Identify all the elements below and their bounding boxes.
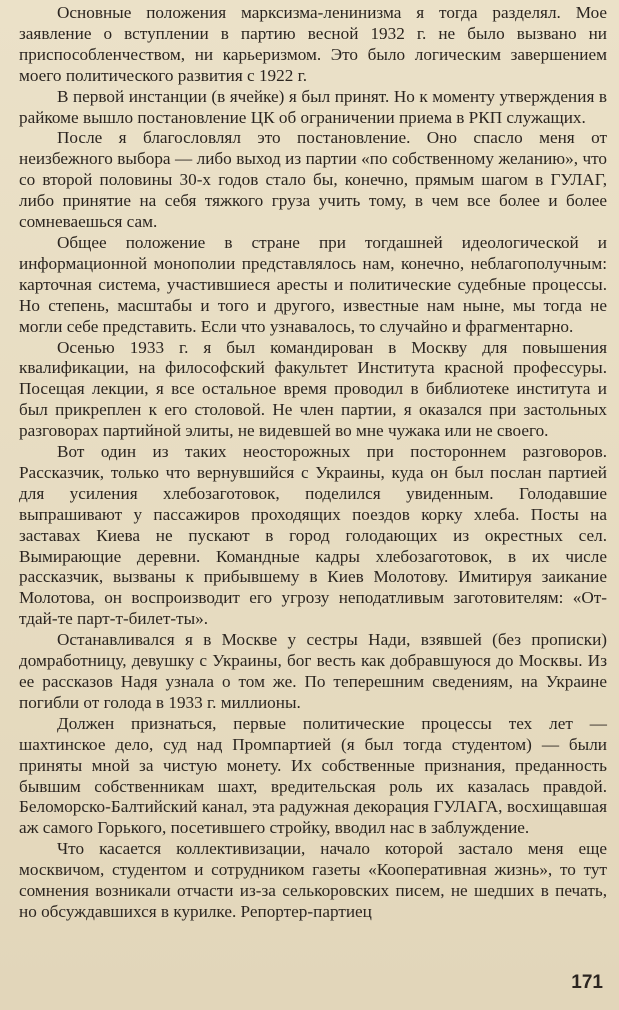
paragraph: Осенью 1933 г. я был командирован в Москву для повышения квалификации, на философский факультет Института красной профессуры. Посещая лекции, я все остальное время проводил в библиотеке института и был прикреплен к его столовой. Не член партии, я оказался при застольных разговорах партийной элиты, не видевшей во мне чужака или не своего. xyxy=(19,337,607,441)
paragraph: После я благословлял это постановление. Оно спасло меня от неизбежного выбора — либо выход из партии «по собственному желанию», что со второй половины 30-х годов стало бы, конечно, прямым шагом в ГУЛАГ, либо принятие на себя тяжкого груза учить тому, в чем все более и более сомневаешься сам. xyxy=(19,128,607,232)
paragraph: Что касается коллективизации, начало которой застало меня еще москвичом, студентом и сотрудником газеты «Кооперативная жизнь», то тут сомнения возникали отчасти из-за селькоровских писем, не шедших в печать, но обсуждавшихся в курилке. Репортер-партиец xyxy=(19,839,607,921)
page-number: 171 xyxy=(571,972,603,993)
paragraph: Общее положение в стране при тогдашней идеологической и информационной монополии представлялось нам, конечно, неблагополучным: карточная система, участившиеся аресты и политические судебные процессы. Но степень, масштабы и того и другого, известные нам ныне, мы тогда не могли себе представить. Если что узнавалось, то случайно и фрагментарно. xyxy=(19,232,607,336)
paragraph: Останавливался я в Москве у сестры Нади, взявшей (без прописки) домработницу, девушку с Украины, бог весть как добравшуюся до Москвы. Из ее рассказов Надя узнала о том же. По теперешним сведениям, на Украине погибли от голода в 1933 г. миллионы. xyxy=(19,630,607,712)
paragraph: Вот один из таких неосторожных при постороннем разговоров. Рассказчик, только что вернувшийся с Украины, куда он был послан партией для усиления хлебозаготовок, поделился увиденным. Голодавшие выпрашивают у пассажиров проходящих поездов корку хлеба. Посты на заставах Киева не пускают в город голодающих из окрестных сел. Вымирающие деревни. Командные кадры хлебозаготовок, в их числе рассказчик, вызваны к прибывшему в Киев Молотову. Имитируя заикание Молотова, он воспроизводит его угрозу неподатливым заготовителям: «От-тдай-те парт-т-билет-ты». xyxy=(19,442,607,629)
paragraph: Основные положения марксизма-ленинизма я тогда разделял. Мое заявление о вступлении в партию весной 1932 г. не было вызвано ни приспособленчеством, ни карьеризмом. Это было логическим завершением моего политического развития с 1922 г. xyxy=(19,3,607,85)
page-text xyxy=(19,3,607,923)
paragraph: Должен признаться, первые политические процессы тех лет — шахтинское дело, суд над Промпартией (я был тогда студентом) — были приняты мной за чистую монету. Их собственные признания, преданность бывшим собственникам шахт, вредительская роль их казалась правдой. Беломорско-Балтийский канал, эта радужная декорация ГУЛАГА, восхищавшая аж самого Горького, посетившего стройку, вводил нас в заблуждение. xyxy=(19,713,607,838)
paragraph: В первой инстанции (в ячейке) я был принят. Но к моменту утверждения в райкоме вышло постановление ЦК об ограничении приема в РКП служащих. xyxy=(19,86,607,127)
